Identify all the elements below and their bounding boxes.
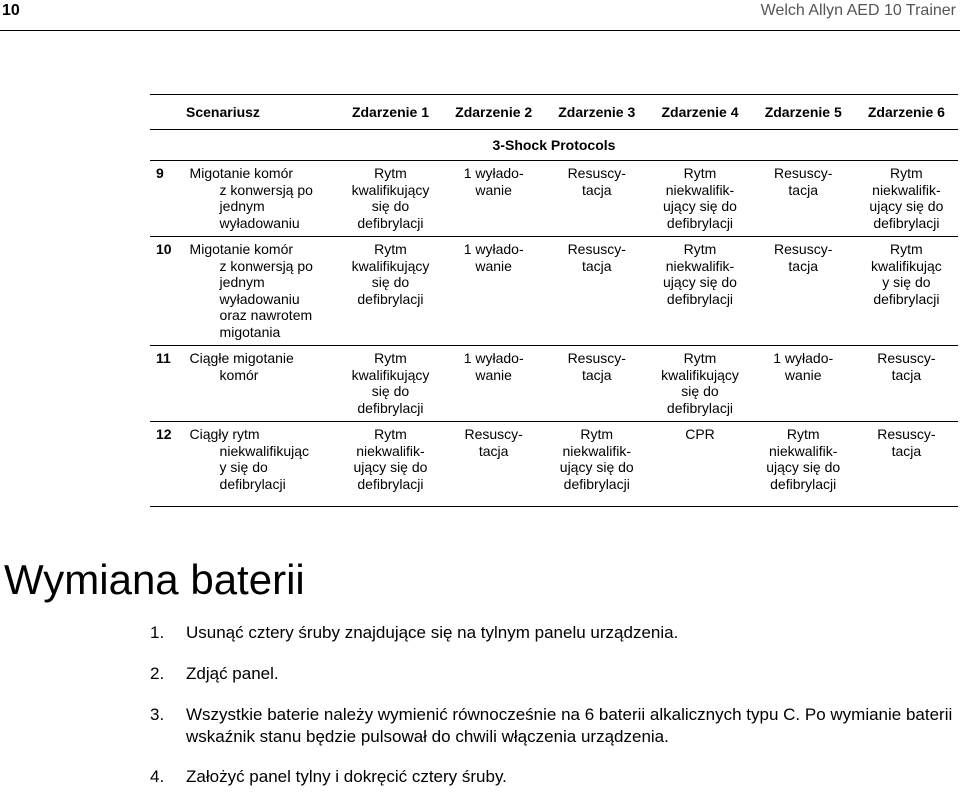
scenario-line: wyładowaniu	[219, 290, 300, 307]
event-line: ujący się do	[559, 459, 634, 475]
event-cell	[855, 161, 958, 237]
event-cell	[545, 237, 648, 346]
step-text: Usunąć cztery śruby znajdujące się na tylnym panelu urządzenia.	[186, 623, 679, 642]
step-text: Założyć panel tylny i dokręcić cztery śruby.	[186, 767, 507, 786]
scenario-line: migotania	[219, 323, 281, 340]
table-subheader-row	[150, 130, 958, 161]
event-line: niekwalifik-	[768, 442, 838, 459]
event-cell	[855, 237, 958, 346]
header-rule	[0, 30, 960, 31]
event-line: tacja	[788, 257, 818, 274]
scenario-line: Migotanie komór	[189, 165, 294, 181]
event-line: Resuscy-	[567, 241, 626, 257]
row-number: 9	[156, 165, 164, 181]
event-line: Rytm	[374, 165, 407, 181]
protocol-subheader: 3-Shock Protocols	[150, 130, 958, 161]
event-line: Rytm	[786, 426, 820, 442]
event-line: Rytm	[374, 426, 407, 442]
event-line: niekwalifik-	[872, 181, 941, 198]
scenario-cell	[190, 346, 339, 422]
event-line: tacja	[788, 181, 818, 198]
event-line: kwalifikujący	[351, 181, 430, 198]
event-cell	[442, 161, 545, 237]
event-line: się do	[681, 383, 719, 399]
event-line: defibrylacji	[563, 475, 630, 492]
event-line: niekwalifik-	[356, 442, 425, 459]
running-title: Welch Allyn AED 10 Trainer	[760, 2, 956, 19]
event-cell	[855, 346, 958, 422]
event-line: Resuscy-	[774, 241, 833, 257]
step-item	[150, 663, 958, 685]
event-line: Rytm	[683, 350, 717, 366]
event-cell	[545, 346, 648, 422]
step-text: Wszystkie baterie należy wymienić równocześnie na 6 baterii alkalicznych typu C. Po wymianie baterii wskaźnik stanu będzie pulsował do chwili włączenia urządzenia.	[186, 705, 953, 746]
event-line: tacja	[581, 366, 612, 383]
col-header-event-4: Zdarzenie 4	[661, 103, 739, 120]
event-line: niekwalifik-	[665, 257, 735, 274]
event-cell	[648, 161, 751, 237]
event-cell	[339, 346, 442, 422]
table-row	[150, 237, 958, 346]
event-cell	[339, 161, 442, 237]
event-cell	[752, 237, 855, 346]
event-line: Rytm	[890, 165, 923, 181]
event-cell	[339, 237, 442, 346]
step-number: 1.	[150, 623, 165, 642]
col-header-event-2: Zdarzenie 2	[455, 103, 533, 120]
event-line: Rytm	[580, 426, 614, 442]
section-title: Wymiana baterii	[4, 556, 305, 603]
event-line: kwalifikując	[870, 257, 942, 274]
event-line: Rytm	[374, 350, 407, 366]
scenario-table	[150, 94, 958, 507]
event-line: 1 wyłado-	[463, 241, 524, 257]
scenario-line: z konwersją po	[219, 181, 313, 198]
col-header-event-3: Zdarzenie 3	[558, 103, 636, 120]
event-cell	[752, 422, 855, 507]
event-line: tacja	[891, 366, 922, 383]
event-line: niekwalifik-	[562, 442, 631, 459]
event-line: defibrylacji	[357, 399, 424, 416]
scenario-line: komór	[219, 366, 259, 383]
event-cell	[855, 422, 958, 507]
event-cell	[648, 422, 751, 507]
event-cell	[442, 237, 545, 346]
event-line: ujący się do	[766, 459, 841, 475]
step-number: 3.	[150, 705, 165, 724]
table-row	[150, 346, 958, 422]
row-number: 12	[156, 426, 172, 442]
scenario-line: wyładowaniu	[219, 214, 300, 231]
event-line: wanie	[475, 257, 512, 274]
event-cell	[752, 346, 855, 422]
step-number: 2.	[150, 664, 165, 683]
event-line: Resuscy-	[567, 350, 626, 366]
step-text: Zdjąć panel.	[186, 664, 279, 683]
col-header-event-1: Zdarzenie 1	[351, 103, 429, 120]
event-cell	[442, 346, 545, 422]
page-number: 10	[2, 2, 20, 19]
scenario-line: y się do	[219, 459, 268, 475]
scenario-line: jednym	[219, 198, 265, 214]
scenario-line: oraz nawrotem	[219, 307, 313, 323]
event-cell	[442, 422, 545, 507]
event-line: CPR	[685, 426, 715, 442]
event-line: defibrylacji	[666, 290, 734, 307]
event-line: tacja	[891, 442, 922, 459]
event-line: ujący się do	[869, 198, 944, 214]
event-cell	[339, 422, 442, 507]
step-number: 4.	[150, 767, 165, 786]
step-item	[150, 622, 958, 644]
scenario-line: Ciągłe migotanie	[189, 350, 294, 366]
event-line: defibrylacji	[666, 214, 734, 231]
steps-list	[150, 622, 958, 788]
step-item	[150, 766, 958, 788]
event-cell	[752, 161, 855, 237]
row-number: 10	[156, 241, 172, 257]
event-line: 1 wyłado-	[463, 350, 524, 366]
event-cell	[545, 161, 648, 237]
event-line: defibrylacji	[357, 290, 424, 307]
event-line: 1 wyłado-	[773, 350, 834, 366]
event-line: defibrylacji	[666, 399, 734, 416]
event-line: wanie	[475, 366, 512, 383]
event-line: defibrylacji	[873, 214, 940, 231]
scenario-line: niekwalifikując	[219, 442, 310, 459]
event-line: Resuscy-	[877, 350, 936, 366]
table-row	[150, 422, 958, 507]
scenario-line: jednym	[219, 274, 265, 290]
event-line: Rytm	[374, 241, 407, 257]
step-item	[150, 704, 958, 748]
event-line: wanie	[475, 181, 512, 198]
event-line: Resuscy-	[774, 165, 833, 181]
event-line: ujący się do	[353, 459, 428, 475]
row-number: 11	[156, 350, 171, 366]
event-line: Rytm	[683, 241, 717, 257]
event-line: kwalifikujący	[351, 257, 430, 274]
scenario-cell	[190, 237, 339, 346]
event-line: się do	[371, 198, 410, 214]
event-line: defibrylacji	[873, 290, 940, 307]
event-line: niekwalifik-	[665, 181, 735, 198]
col-header-event-6: Zdarzenie 6	[867, 103, 945, 120]
scenario-line: z konwersją po	[219, 257, 313, 274]
event-line: Resuscy-	[567, 165, 626, 181]
event-line: Rytm	[890, 241, 923, 257]
scenario-line: Migotanie komór	[189, 241, 294, 257]
event-line: ujący się do	[663, 198, 737, 214]
event-line: defibrylacji	[770, 475, 837, 492]
event-line: się do	[371, 383, 410, 399]
event-line: kwalifikujący	[661, 366, 739, 383]
event-line: tacja	[581, 257, 612, 274]
event-line: tacja	[478, 442, 509, 459]
scenario-line: Ciągły rytm	[189, 426, 260, 442]
event-cell	[648, 237, 751, 346]
scenario-line: defibrylacji	[219, 475, 286, 492]
event-line: Resuscy-	[464, 426, 523, 442]
scenario-cell	[190, 161, 339, 237]
event-line: defibrylacji	[357, 475, 424, 492]
event-line: kwalifikujący	[351, 366, 430, 383]
event-line: się do	[371, 274, 410, 290]
scenario-cell	[190, 422, 339, 507]
event-line: tacja	[581, 181, 612, 198]
event-line: ujący się do	[663, 274, 737, 290]
event-cell	[545, 422, 648, 507]
event-line: Rytm	[683, 165, 717, 181]
col-header-scenario: Scenariusz	[186, 103, 260, 120]
event-line: wanie	[784, 366, 822, 383]
table-header-row	[150, 95, 958, 130]
event-line: defibrylacji	[357, 214, 424, 231]
event-line: Resuscy-	[877, 426, 936, 442]
col-header-event-5: Zdarzenie 5	[764, 103, 842, 120]
table-row	[150, 161, 958, 237]
event-line: y się do	[882, 274, 931, 290]
event-cell	[648, 346, 751, 422]
event-line: 1 wyłado-	[463, 165, 524, 181]
